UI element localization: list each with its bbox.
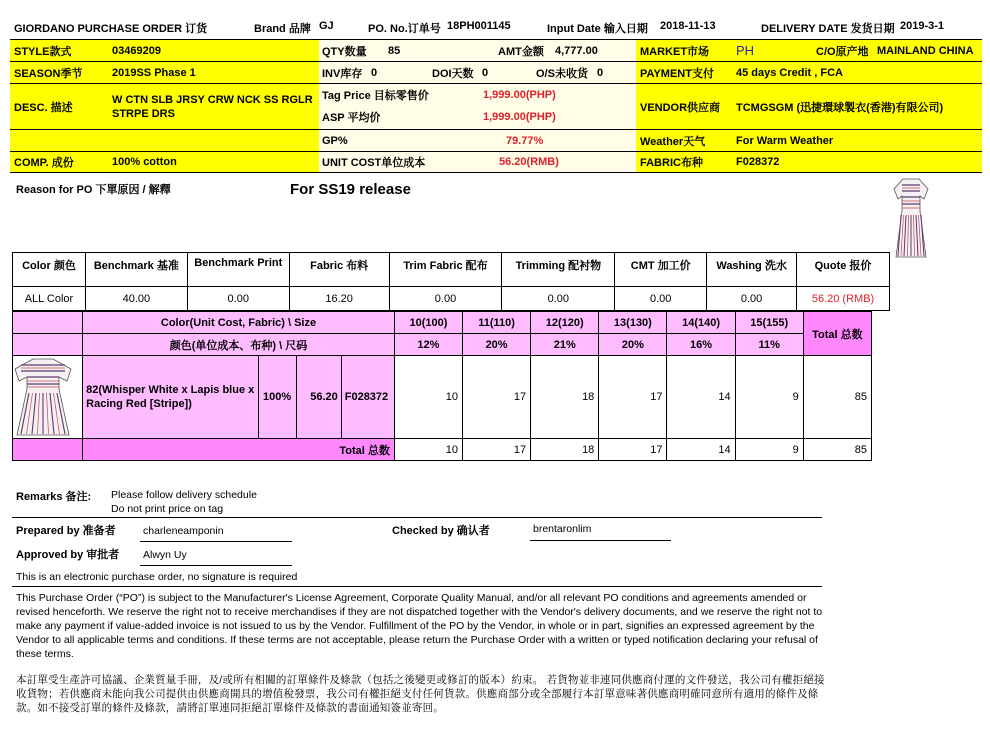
po-info-grid [10,39,982,173]
total-13: 17 [599,439,667,461]
size-header-cn: 颜色(单位成本、布种) \ 尺码 [83,334,395,356]
market-label: MARKET市场 [640,45,710,58]
cell-color: ALL Color [13,287,86,311]
size-14: 14(140) [667,312,735,334]
color-unit-cost: 56.20 [296,356,341,439]
qty-12: 18 [531,356,599,439]
po-number-value: 18PH001145 [447,20,511,32]
checked-by-label: Checked by 确认者 [392,525,490,537]
col-header-trim-fabric: Trim Fabric 配布 [389,253,502,287]
remarks-value [111,488,257,516]
cost-header-row [13,253,890,287]
co-value: MAINLAND CHINA [877,44,974,57]
cell-quote: 56.20 (RMB) [797,287,890,311]
size-header-row [13,312,872,334]
vendor-value: TCMGSGM (迅捷環球製衣(香港)有限公司) [736,101,944,114]
desc-label: DESC. 描述 [14,101,73,114]
qty-label: QTY数量 [322,45,367,58]
gp-label: GP% [322,134,348,147]
table-row [13,287,890,311]
col-header-fabric: Fabric 布料 [289,253,389,287]
gp-value: 79.77% [506,134,544,147]
cell-washing: 0.00 [707,287,797,311]
delivery-date-value: 2019-3-1 [900,20,945,32]
desc-value [112,93,313,121]
os-value: 0 [597,66,604,79]
total-row [13,439,872,461]
desc-value-line1: W CTN SLB JRSY CRW NCK SS RGLR [112,94,313,106]
ratio-11: 20% [463,334,531,356]
total-12: 18 [531,439,599,461]
cell-trim-fabric: 0.00 [389,287,502,311]
ratio-14: 16% [667,334,735,356]
document-title: GIORDANO PURCHASE ORDER 订货 [14,23,208,35]
co-label: C/O原产地 [816,45,869,58]
approved-by-value: Alwyn Uy [143,549,187,561]
size-13: 13(130) [599,312,667,334]
payment-value: 45 days Credit , FCA [736,66,843,79]
divider [12,517,822,518]
payment-label: PAYMENT支付 [640,67,714,80]
divider [10,172,982,173]
amt-label: AMT金额 [498,45,544,58]
remarks-line: Do not print price on tag [111,503,224,515]
qty-15: 9 [735,356,803,439]
dress-sketch-image [13,357,73,437]
cell-benchmark-print: 0.00 [187,287,289,311]
remarks-label: Remarks 备注: [16,491,92,503]
cell-trimming: 0.00 [502,287,615,311]
color-fabric: F028372 [341,356,394,439]
qty-13: 17 [599,356,667,439]
ratio-row [13,334,872,356]
cell-benchmark: 40.00 [85,287,187,311]
cell-fabric: 16.20 [289,287,389,311]
ratio-13: 20% [599,334,667,356]
po-number-label: PO. No.订单号 [368,23,441,35]
season-value: 2019SS Phase 1 [112,66,196,79]
qty-value: 85 [388,44,401,57]
signature-line [140,565,292,566]
divider [12,586,822,587]
comp-label: COMP. 成份 [14,157,74,169]
image-header-cell [13,334,83,356]
qty-total: 85 [803,356,871,439]
tag-price-value: 1,999.00(PHP) [483,89,556,101]
input-date-value: 2018-11-13 [660,20,716,32]
season-label: SEASON季节 [14,67,83,80]
total-11: 17 [463,439,531,461]
reason-label: Reason for PO 下單原因 / 解釋 [16,184,171,196]
input-date-label: Input Date 输入日期 [547,23,648,35]
approved-by-label: Approved by 审批者 [16,549,120,561]
fabric-label: FABRIC布种 [640,157,703,169]
col-header-washing: Washing 洗水 [707,253,797,287]
reason-value: For SS19 release [290,181,411,198]
market-value: PH [736,43,755,58]
legal-terms-english: This Purchase Order (“PO”) is subject to the Manufacturer's License Agreement, Corporate Quality Manual, and/or all relevant PO conditions and agreements amended or revised henceforth. We reserve the right not to receive merchandises if they are not dispatched together with the Vendor's delivery documents, and we reserve the right not to make any payment if value-added invoice is not issued to us by the Vendor. Fulfillment of the PO by the Vendor, in whole or in part, signifies an expressed agreement by the Vendor to all applicable terms and conditions. If these terms are not acceptable, please return the Purchase Order with a written or typed notification declaring your refusal of these terms. [16,592,823,660]
weather-value: For Warm Weather [736,134,834,147]
total-15: 9 [735,439,803,461]
brand-label: Brand 品牌 [254,23,311,35]
asp-value: 1,999.00(PHP) [483,111,556,123]
cell-cmt: 0.00 [615,287,707,311]
size-11: 11(110) [463,312,531,334]
delivery-date-label: DELIVERY DATE 发货日期 [761,23,895,35]
dress-sketch-image [893,177,929,259]
size-10: 10(100) [394,312,462,334]
total-row-image-cell [13,439,83,461]
tag-price-label: Tag Price 目标零售价 [322,90,429,102]
color-percent: 100% [258,356,296,439]
style-value: 03469209 [112,44,161,57]
amt-value: 4,777.00 [555,44,598,57]
asp-label: ASP 平均价 [322,112,381,124]
inv-value: 0 [371,66,378,79]
ratio-15: 11% [735,334,803,356]
electronic-order-note: This is an electronic purchase order, no signature is required [16,571,298,583]
total-10: 10 [394,439,462,461]
total-header: Total 总数 [803,312,871,356]
vendor-label: VENDOR供应商 [640,101,721,114]
remarks-line: Please follow delivery schedule [111,489,257,501]
signature-line [140,541,292,542]
col-header-cmt: CMT 加工价 [615,253,707,287]
total-row-label: Total 总数 [83,439,395,461]
size-breakdown-table [12,311,872,461]
weather-label: Weather天气 [640,135,706,148]
ratio-12: 21% [531,334,599,356]
color-name: 82(Whisper White x Lapis blue x Racing Red [Stripe]) [83,356,258,439]
size-12: 12(120) [531,312,599,334]
ratio-10: 12% [394,334,462,356]
doi-value: 0 [482,66,489,79]
qty-11: 17 [463,356,531,439]
col-header-benchmark-print: Benchmark Print [187,253,289,287]
comp-value: 100% cotton [112,156,177,168]
signature-line [530,540,671,541]
col-header-color: Color 颜色 [13,253,86,287]
checked-by-value: brentaronlim [533,523,592,535]
size-header-en: Color(Unit Cost, Fabric) \ Size [83,312,395,334]
fabric-value: F028372 [736,156,780,168]
divider [10,129,982,130]
table-row [13,356,872,439]
total-14: 14 [667,439,735,461]
prepared-by-label: Prepared by 准备者 [16,525,116,537]
unit-cost-label: UNIT COST单位成本 [322,157,426,169]
legal-terms-chinese: 本訂單受生產許可協議、企業質量手冊，及/或所有相關的訂單條件及條款（包括之後變更或修訂的版本）約束。 若貨物並非連同供應商付運的文件發送，我公司有權拒絕接收貨物；若供應商未能向我公司提供由供應商開具的增值稅發票，我公司有權拒絕支付任何貨款。供應商部分或全部履行本訂單意味著供應商明確同意所有適用的條件及條款。如不接受訂單的條件及條款，請將訂單連同拒絕訂單條件及條款的書面通知簽並寄回。 [16,674,825,714]
col-header-quote: Quote 报价 [797,253,890,287]
image-header-cell [13,312,83,334]
brand-value: GJ [319,20,334,32]
col-header-trimming: Trimming 配衬物 [502,253,615,287]
doi-label: DOI天数 [432,67,474,80]
qty-10: 10 [394,356,462,439]
qty-14: 14 [667,356,735,439]
cost-breakdown-table [12,252,890,311]
unit-cost-value: 56.20(RMB) [499,156,559,168]
inv-label: INV库存 [322,67,363,80]
style-label: STYLE款式 [14,45,72,58]
grand-total: 85 [803,439,871,461]
os-label: O/S未收货 [536,67,588,80]
prepared-by-value: charleneamponin [143,525,224,537]
col-header-benchmark: Benchmark 基准 [85,253,187,287]
size-15: 15(155) [735,312,803,334]
desc-value-line2: STRPE DRS [112,108,175,120]
